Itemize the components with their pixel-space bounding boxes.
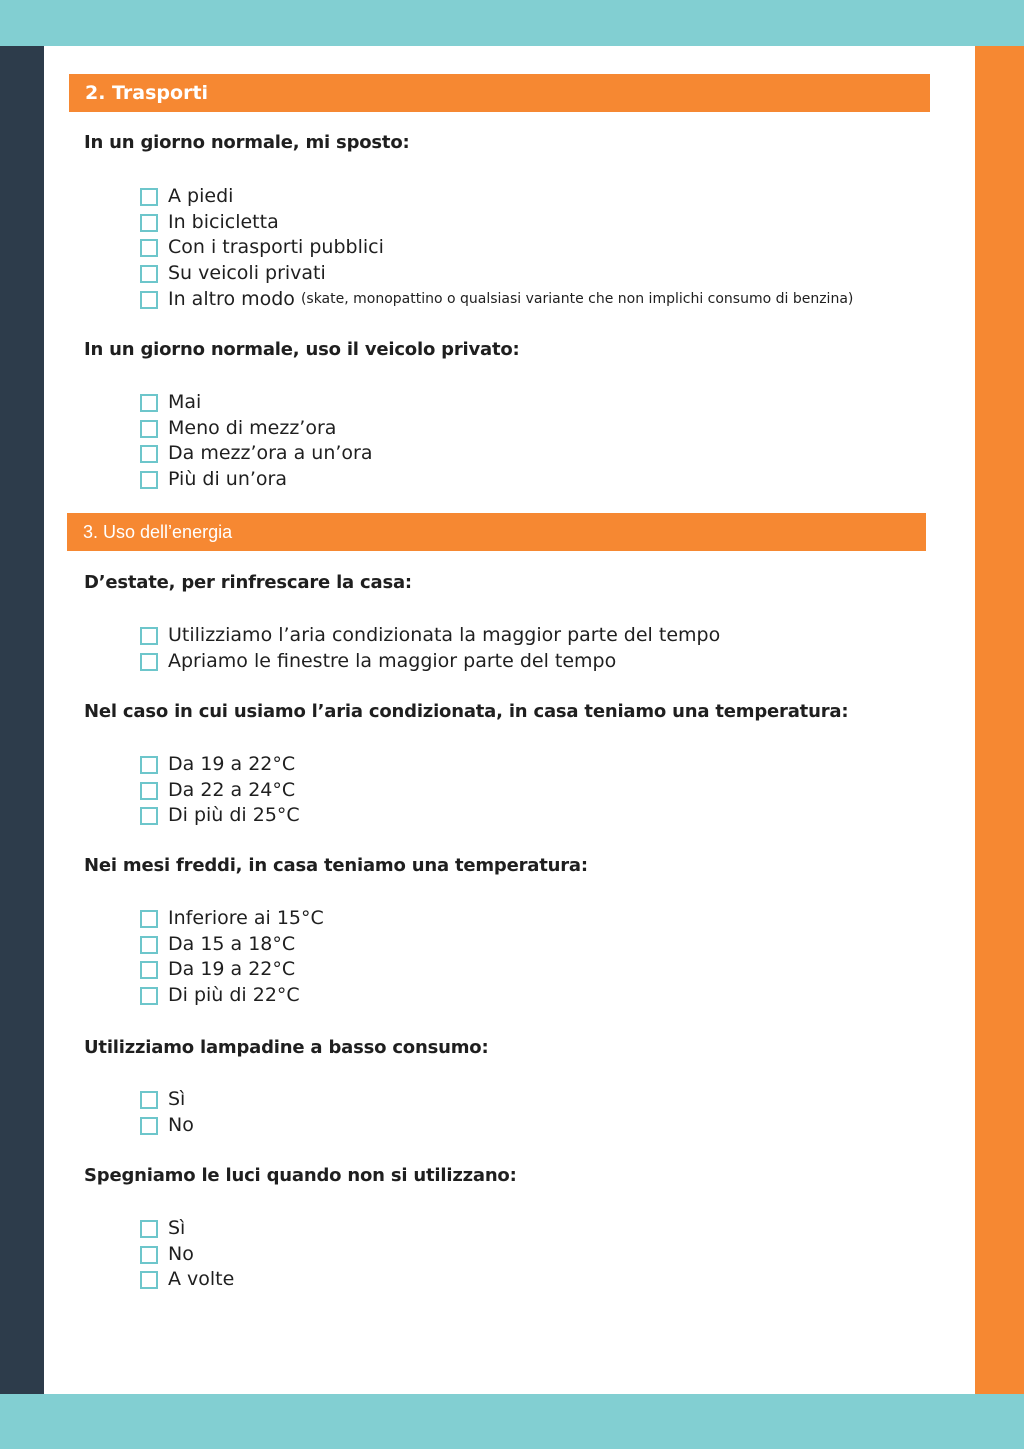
option-label: No xyxy=(168,1113,194,1136)
section-title: 3. Uso dell’energia xyxy=(83,521,233,542)
checkbox-icon[interactable] xyxy=(140,807,158,825)
option-note: (skate, monopattino o qualsiasi variante che non implichi consumo di benzina) xyxy=(300,291,854,308)
checkbox-icon[interactable] xyxy=(140,394,158,412)
checkbox-icon[interactable] xyxy=(140,1220,158,1238)
option-a-volte[interactable] xyxy=(140,1267,234,1293)
options-lampadine xyxy=(140,1086,194,1138)
checkbox-icon[interactable] xyxy=(140,1091,158,1109)
option-label: A volte xyxy=(168,1268,235,1291)
question-temperatura-estiva: Nel caso in cui usiamo l’aria condizionata, in casa teniamo una temperatura: xyxy=(84,701,849,722)
option-label: Di più di 22°C xyxy=(168,984,300,1007)
bottom-border xyxy=(0,1394,1024,1449)
checkbox-icon[interactable] xyxy=(140,265,158,283)
option-no[interactable] xyxy=(140,1112,194,1138)
checkbox-icon[interactable] xyxy=(140,756,158,774)
checkbox-icon[interactable] xyxy=(140,936,158,954)
options-spostamento xyxy=(140,183,853,312)
options-temperatura-estiva xyxy=(140,751,300,828)
checkbox-icon[interactable] xyxy=(140,214,158,232)
option-label: Mai xyxy=(168,390,202,413)
option-15-18[interactable] xyxy=(140,931,324,957)
option-mai[interactable] xyxy=(140,389,373,415)
option-a-piedi[interactable] xyxy=(140,183,853,209)
right-border xyxy=(975,46,1024,1394)
question-veicolo-privato: In un giorno normale, uso il veicolo privato: xyxy=(84,339,520,360)
option-label: Da mezz’ora a un’ora xyxy=(168,442,373,465)
checkbox-icon[interactable] xyxy=(140,1271,158,1289)
checkbox-icon[interactable] xyxy=(140,987,158,1005)
options-spegnere-luci xyxy=(140,1215,234,1292)
checkbox-icon[interactable] xyxy=(140,1246,158,1264)
option-no[interactable] xyxy=(140,1241,234,1267)
option-si[interactable] xyxy=(140,1215,234,1241)
option-meno-mezzora[interactable] xyxy=(140,415,373,441)
checkbox-icon[interactable] xyxy=(140,782,158,800)
checkbox-icon[interactable] xyxy=(140,471,158,489)
option-aria-condizionata[interactable] xyxy=(140,622,720,648)
top-border xyxy=(0,0,1024,46)
option-label: Apriamo le finestre la maggior parte del tempo xyxy=(168,649,617,672)
section-header-trasporti xyxy=(69,74,930,112)
option-label: Meno di mezz’ora xyxy=(168,416,337,439)
option-label: Su veicoli privati xyxy=(168,262,326,285)
options-temperatura-invernale xyxy=(140,905,324,1008)
checkbox-icon[interactable] xyxy=(140,420,158,438)
options-rinfrescare xyxy=(140,622,720,674)
option-label: Da 15 a 18°C xyxy=(168,932,296,955)
checkbox-icon[interactable] xyxy=(140,291,158,309)
option-finestre[interactable] xyxy=(140,648,720,674)
option-label: Inferiore ai 15°C xyxy=(168,906,324,929)
left-border xyxy=(0,46,44,1394)
option-19-22[interactable] xyxy=(140,751,300,777)
option-label: Da 22 a 24°C xyxy=(168,778,296,801)
option-piu-25[interactable] xyxy=(140,803,300,829)
checkbox-icon[interactable] xyxy=(140,653,158,671)
checkbox-icon[interactable] xyxy=(140,1117,158,1135)
option-in-bicicletta[interactable] xyxy=(140,209,853,235)
option-label: A piedi xyxy=(168,184,234,207)
option-trasporti-pubblici[interactable] xyxy=(140,235,853,261)
option-label: Più di un’ora xyxy=(168,468,287,491)
question-temperatura-invernale: Nei mesi freddi, in casa teniamo una temperatura: xyxy=(84,855,588,876)
option-label: Utilizziamo l’aria condizionata la maggior parte del tempo xyxy=(168,623,721,646)
checkbox-icon[interactable] xyxy=(140,188,158,206)
option-veicoli-privati[interactable] xyxy=(140,260,853,286)
option-label: Sì xyxy=(168,1216,186,1239)
question-lampadine: Utilizziamo lampadine a basso consumo: xyxy=(84,1037,489,1058)
checkbox-icon[interactable] xyxy=(140,627,158,645)
option-22-24[interactable] xyxy=(140,777,300,803)
question-rinfrescare: D’estate, per rinfrescare la casa: xyxy=(84,572,412,593)
option-si[interactable] xyxy=(140,1086,194,1112)
option-piu-22[interactable] xyxy=(140,982,324,1008)
question-spostamento: In un giorno normale, mi sposto: xyxy=(84,132,410,153)
option-label: Con i trasporti pubblici xyxy=(168,236,384,259)
section-header-energia xyxy=(67,513,926,551)
option-label: In altro modo xyxy=(168,288,295,311)
option-inferiore-15[interactable] xyxy=(140,905,324,931)
question-spegnere-luci: Spegniamo le luci quando non si utilizzano: xyxy=(84,1165,517,1186)
checkbox-icon[interactable] xyxy=(140,910,158,928)
section-title: 2. Trasporti xyxy=(85,82,209,104)
checkbox-icon[interactable] xyxy=(140,961,158,979)
option-mezzora-unora[interactable] xyxy=(140,441,373,467)
options-veicolo-privato xyxy=(140,389,373,492)
option-label: Da 19 a 22°C xyxy=(168,752,296,775)
option-label: Sì xyxy=(168,1087,186,1110)
option-19-22-inverno[interactable] xyxy=(140,957,324,983)
option-label: In bicicletta xyxy=(168,210,279,233)
option-label: Di più di 25°C xyxy=(168,804,300,827)
option-piu-unora[interactable] xyxy=(140,466,373,492)
option-altro-modo[interactable] xyxy=(140,286,853,312)
checkbox-icon[interactable] xyxy=(140,239,158,257)
option-label: No xyxy=(168,1242,194,1265)
option-label: Da 19 a 22°C xyxy=(168,958,296,981)
checkbox-icon[interactable] xyxy=(140,445,158,463)
